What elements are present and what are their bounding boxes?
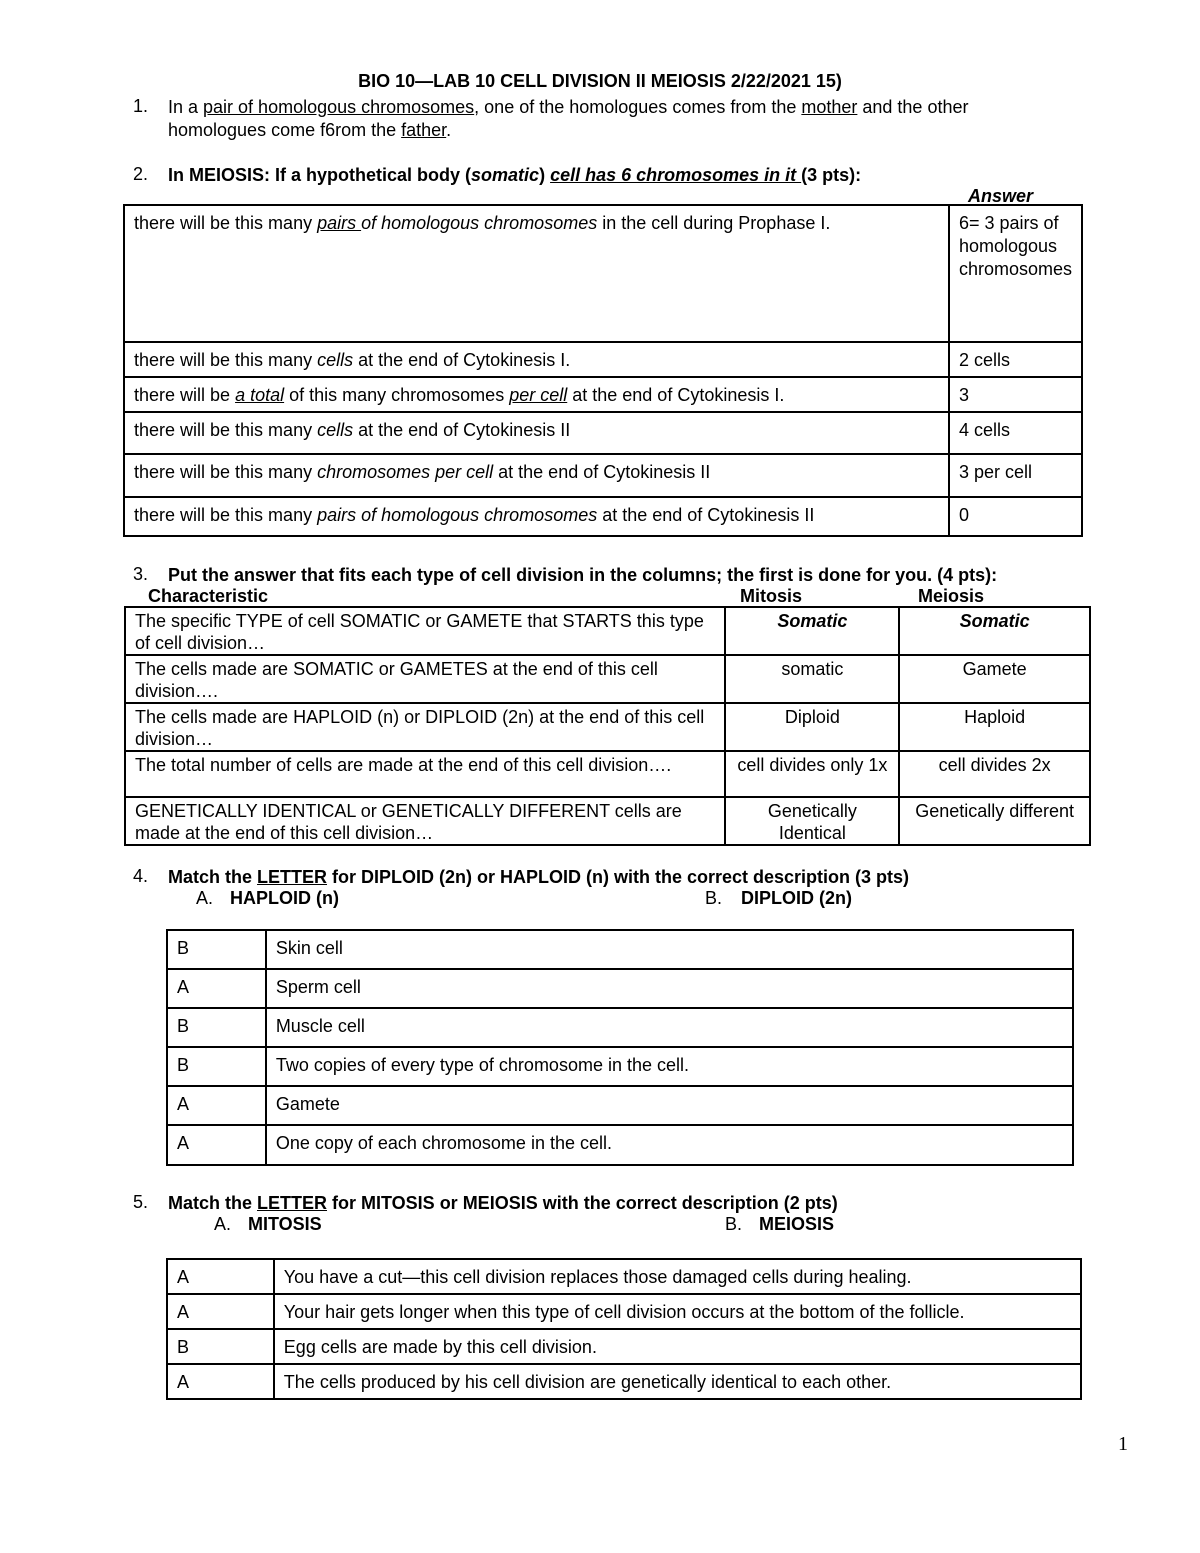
table-row xyxy=(167,1008,1073,1047)
description-cell: Muscle cell xyxy=(266,1008,1073,1047)
description-cell: Egg cells are made by this cell division. xyxy=(274,1329,1081,1364)
table-row xyxy=(124,412,1082,454)
q2-text: In MEIOSIS: If a hypothetical body (somatic) cell has 6 chromosomes in it (3 pts): xyxy=(168,165,862,185)
letter-cell: A xyxy=(167,969,266,1008)
header-mitosis: Mitosis xyxy=(740,586,803,606)
q2-number: 2. xyxy=(133,164,149,184)
characteristic-cell: The cells made are SOMATIC or GAMETES at the end of this cell division…. xyxy=(125,655,725,703)
q4-text: Match the LETTER for DIPLOID (2n) or HAPLOID (n) with the correct description (3 pts) xyxy=(168,867,910,887)
letter-cell: A xyxy=(167,1364,274,1399)
mitosis-cell: Diploid xyxy=(725,703,899,751)
ploidy-match-table xyxy=(166,929,1074,1166)
description-cell: Sperm cell xyxy=(266,969,1073,1008)
table-row xyxy=(167,930,1073,969)
question-cell: there will be this many pairs of homologous chromosomes at the end of Cytokinesis II xyxy=(124,497,949,536)
option-b-label: B. xyxy=(705,888,723,908)
letter-cell: A xyxy=(167,1294,274,1329)
letter-cell: B xyxy=(167,1047,266,1086)
table-row xyxy=(167,969,1073,1008)
description-cell: You have a cut—this cell division replaces those damaged cells during healing. xyxy=(274,1259,1081,1294)
option-b-label: B. xyxy=(725,1214,743,1234)
option-a: HAPLOID (n) xyxy=(230,888,339,908)
table-row xyxy=(125,751,1090,797)
answer-cell: 4 cells xyxy=(949,412,1082,454)
question-cell: there will be this many cells at the end of Cytokinesis II xyxy=(124,412,949,454)
mitosis-cell: cell divides only 1x xyxy=(725,751,899,797)
meiosis-cell: Genetically different xyxy=(899,797,1090,845)
table-row xyxy=(167,1125,1073,1165)
meiosis-cell: cell divides 2x xyxy=(899,751,1090,797)
table-row xyxy=(167,1329,1081,1364)
meiosis-count-table xyxy=(123,204,1083,537)
description-cell: The cells produced by his cell division are genetically identical to each other. xyxy=(274,1364,1081,1399)
question-cell: there will be this many pairs of homologous chromosomes in the cell during Prophase I. xyxy=(124,205,949,342)
q1-text: In a pair of homologous chromosomes, one of the homologues comes from the mother and the other homologues come f6rom the father. xyxy=(168,97,969,140)
cell-division-table xyxy=(124,606,1091,846)
description-cell: Skin cell xyxy=(266,930,1073,969)
table-row xyxy=(124,377,1082,412)
q5-number: 5. xyxy=(133,1192,149,1212)
option-b: MEIOSIS xyxy=(759,1214,835,1234)
table-row xyxy=(125,655,1090,703)
question-cell: there will be this many cells at the end of Cytokinesis I. xyxy=(124,342,949,377)
answer-cell: 0 xyxy=(949,497,1082,536)
letter-cell: B xyxy=(167,1329,274,1364)
table-row xyxy=(125,797,1090,845)
characteristic-cell: The cells made are HAPLOID (n) or DIPLOID (2n) at the end of this cell division… xyxy=(125,703,725,751)
description-cell: Your hair gets longer when this type of cell division occurs at the bottom of the follicle. xyxy=(274,1294,1081,1329)
q3-number: 3. xyxy=(133,564,149,584)
division-match-table xyxy=(166,1258,1082,1400)
description-cell: One copy of each chromosome in the cell. xyxy=(266,1125,1073,1165)
letter-cell: A xyxy=(167,1086,266,1125)
letter-cell: A xyxy=(167,1125,266,1165)
option-a-label: A. xyxy=(214,1214,232,1234)
q5-text: Match the LETTER for MITOSIS or MEIOSIS with the correct description (2 pts) xyxy=(168,1193,838,1213)
mitosis-cell: Somatic xyxy=(725,607,899,655)
header-characteristic: Characteristic xyxy=(148,586,269,606)
meiosis-cell: Haploid xyxy=(899,703,1090,751)
characteristic-cell: The specific TYPE of cell SOMATIC or GAMETE that STARTS this type of cell division… xyxy=(125,607,725,655)
table-row xyxy=(167,1086,1073,1125)
table-row xyxy=(125,703,1090,751)
q4-number: 4. xyxy=(133,866,149,886)
mitosis-cell: Genetically Identical xyxy=(725,797,899,845)
description-cell: Gamete xyxy=(266,1086,1073,1125)
answer-cell: 2 cells xyxy=(949,342,1082,377)
question-cell: there will be this many chromosomes per cell at the end of Cytokinesis II xyxy=(124,454,949,497)
option-a-label: A. xyxy=(196,888,214,908)
q3-text: Put the answer that fits each type of cell division in the columns; the first is done for you. (4 pts): xyxy=(168,565,998,585)
meiosis-cell: Gamete xyxy=(899,655,1090,703)
table-row xyxy=(124,342,1082,377)
answer-column-header: Answer xyxy=(968,186,1034,206)
answer-cell: 3 xyxy=(949,377,1082,412)
letter-cell: A xyxy=(167,1259,274,1294)
characteristic-cell: GENETICALLY IDENTICAL or GENETICALLY DIFFERENT cells are made at the end of this cell division… xyxy=(125,797,725,845)
option-a: MITOSIS xyxy=(248,1214,322,1234)
characteristic-cell: The total number of cells are made at the end of this cell division…. xyxy=(125,751,725,797)
description-cell: Two copies of every type of chromosome in the cell. xyxy=(266,1047,1073,1086)
table-row xyxy=(124,205,1082,342)
header-meiosis: Meiosis xyxy=(918,586,985,606)
table-row xyxy=(167,1047,1073,1086)
letter-cell: B xyxy=(167,1008,266,1047)
page-number: 1 xyxy=(1118,1433,1128,1455)
table-row xyxy=(167,1294,1081,1329)
option-b: DIPLOID (2n) xyxy=(741,888,852,908)
table-row xyxy=(167,1259,1081,1294)
table-row xyxy=(124,454,1082,497)
table-row xyxy=(125,607,1090,655)
mitosis-cell: somatic xyxy=(725,655,899,703)
question-cell: there will be a total of this many chromosomes per cell at the end of Cytokinesis I. xyxy=(124,377,949,412)
q1-number: 1. xyxy=(133,96,149,116)
answer-cell: 3 per cell xyxy=(949,454,1082,497)
meiosis-cell: Somatic xyxy=(899,607,1090,655)
answer-cell: 6= 3 pairs of homologous chromosomes xyxy=(949,205,1082,342)
table-row xyxy=(167,1364,1081,1399)
page-title: BIO 10—LAB 10 CELL DIVISION II MEIOSIS 2/22/2021 15) xyxy=(358,71,842,91)
table-row xyxy=(124,497,1082,536)
letter-cell: B xyxy=(167,930,266,969)
